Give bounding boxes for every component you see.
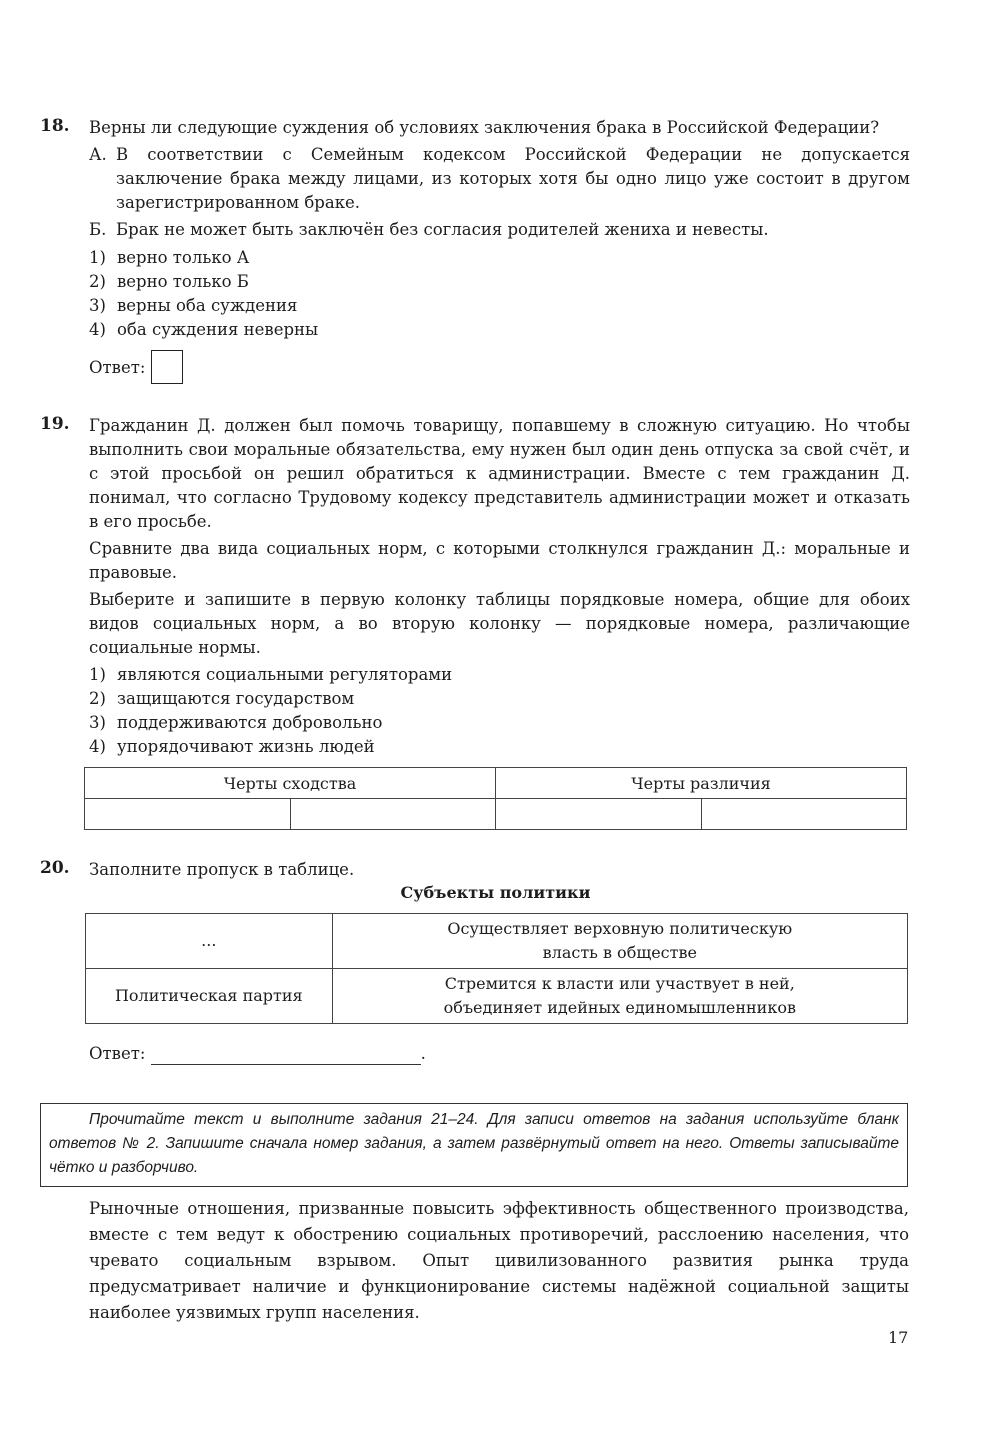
task-question: Верны ли следующие суждения об условиях заключения брака в Российской Федерации?	[89, 118, 880, 137]
description-cell: Стремится к власти или участвует в ней, объединяет идейных единомышленников	[332, 969, 907, 1024]
header-differences: Черты различия	[496, 768, 907, 799]
table-row	[86, 969, 908, 1024]
answer-label: Ответ:	[89, 357, 146, 377]
answer-cell-similarity-1[interactable]	[85, 799, 291, 830]
option-4: 4) оба суждения неверны	[89, 320, 319, 339]
task-number: 20.	[40, 858, 70, 878]
reading-passage: Рыночные отношения, призванные повысить эффективность общественного производства, вместе с тем ведут к обострению социальных противоречий, расслоению населения, что чревато социальным взрывом. Опыт цивилизованного развития рынка труда предусматривает наличие и функционирование системы надёжной социальной защиты наиболее уязвимых групп населения.	[89, 1199, 909, 1322]
statement-b: Б. Брак не может быть заключён без согласия родителей жениха и невесты.	[89, 220, 769, 239]
comparison-table	[84, 767, 907, 830]
option-2: 2) верно только Б	[89, 272, 249, 291]
options-list	[89, 246, 910, 342]
header-similarities: Черты сходства	[85, 768, 496, 799]
answer-row: Ответ: .	[89, 1044, 426, 1063]
task-instruction-compare: Сравните два вида социальных норм, с которыми столкнулся гражданин Д.: моральные и правовые.	[89, 539, 910, 582]
table-title: Субъекты политики	[400, 883, 591, 902]
task-number: 19.	[40, 414, 70, 434]
option-1: 1) являются социальными регуляторами	[89, 665, 453, 684]
option-3: 3) поддерживаются добровольно	[89, 713, 383, 732]
answer-cell-difference-1[interactable]	[496, 799, 702, 830]
answer-box[interactable]	[151, 350, 183, 384]
subject-cell-blank: ...	[86, 914, 333, 969]
answer-row	[89, 350, 910, 384]
task-question: Заполните пропуск в таблице.	[89, 860, 355, 879]
answer-label: Ответ:	[89, 1044, 146, 1063]
politics-subjects-table	[85, 913, 908, 1024]
page-number: 17	[888, 1328, 909, 1347]
table-row	[86, 914, 908, 969]
task-number: 18.	[40, 116, 70, 136]
task-19	[40, 414, 910, 759]
task-scenario: Гражданин Д. должен был помочь товарищу, попавшему в сложную ситуацию. Но чтобы выполнить свои моральные обязательства, ему нужен был один день отпуска за свой счёт, и с этой просьбой он решил обратиться к администрации. Вместе с тем гражданин Д. понимал, что согласно Трудовому кодексу представитель администрации может и отказать в его просьбе.	[89, 416, 910, 531]
answer-cell-similarity-2[interactable]	[290, 799, 496, 830]
task-18	[40, 116, 910, 384]
instruction-box: Прочитайте текст и выполните задания 21–24. Для записи ответов на задания используйте бланк ответов № 2. Запишите сначала номер задания, а затем развёрнутый ответ на него. Ответы записывайте чётко и разборчиво.	[40, 1103, 908, 1187]
statement-a: А. В соответствии с Семейным кодексом Российской Федерации не допускается заключение брака между лицами, из которых хотя бы одно лицо уже состоит в другом зарегистрированном браке.	[89, 145, 910, 212]
option-4: 4) упорядочивают жизнь людей	[89, 737, 375, 756]
option-1: 1) верно только А	[89, 248, 250, 267]
task-instruction-select: Выберите и запишите в первую колонку таблицы порядковые номера, общие для обоих видов социальных норм, а во вторую колонку — порядковые номера, различающие социальные нормы.	[89, 590, 910, 657]
description-cell: Осуществляет верховную политическую власть в обществе	[332, 914, 907, 969]
answer-input-line[interactable]	[151, 1046, 421, 1065]
subject-cell: Политическая партия	[86, 969, 333, 1024]
option-2: 2) защищаются государством	[89, 689, 355, 708]
task-20	[40, 858, 910, 885]
options-list	[89, 663, 910, 759]
answer-cell-difference-2[interactable]	[701, 799, 907, 830]
option-3: 3) верны оба суждения	[89, 296, 298, 315]
